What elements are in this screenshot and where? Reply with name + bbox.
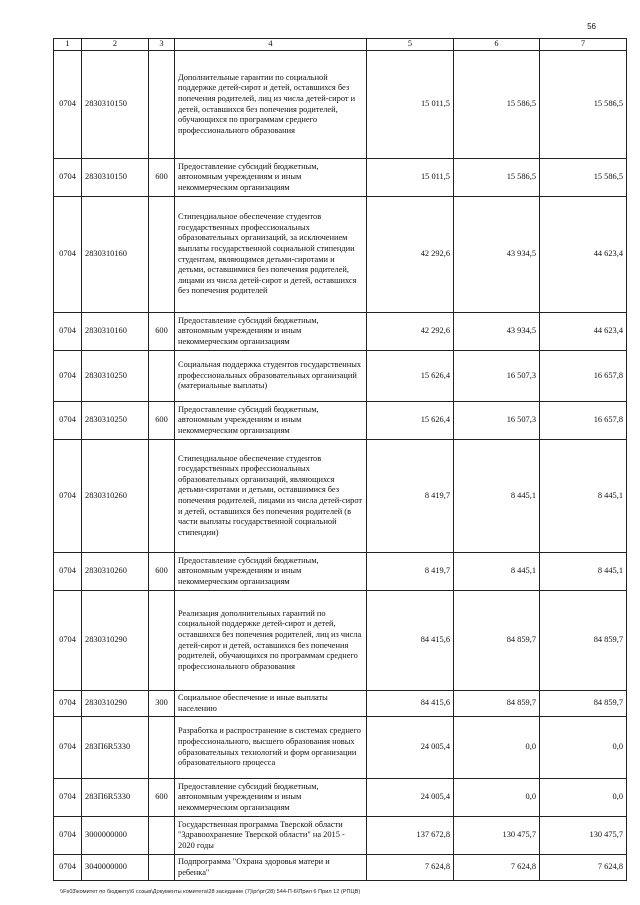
expense-type: 300	[149, 691, 175, 717]
section-code: 0704	[54, 159, 82, 197]
amount-col5: 24 005,4	[367, 717, 454, 779]
amount-col6: 8 445,1	[454, 440, 540, 553]
expense-type	[149, 440, 175, 553]
file-path-footer: \\Fs03\комитет по бюджету\6 созыв\Документы комитета\28 заседание (7)\рг\рг(28) 544-П-6\Прил 6 Прил 12 (РПЦВ)	[60, 889, 361, 895]
item-name: Стипендиальное обеспечение студентов государственных профессиональных образовательных организаций, за исключением выплаты государственной социальной стипендии студентам, являющимся детьми-сиротами и детьми, оставшимися без попечения родителей, лицами из числа детей-сирот и детей, оставшихся без попечения родителей	[175, 197, 367, 313]
page-number: 56	[587, 22, 596, 31]
amount-col7: 130 475,7	[540, 817, 627, 855]
target-code: 2830310290	[82, 691, 149, 717]
section-code: 0704	[54, 691, 82, 717]
section-code: 0704	[54, 591, 82, 691]
amount-col7: 7 624,8	[540, 855, 627, 881]
target-code: 2830310150	[82, 159, 149, 197]
amount-col6: 43 934,5	[454, 197, 540, 313]
expense-type	[149, 197, 175, 313]
item-name: Предоставление субсидий бюджетным, автономным учреждениям и иным некоммерческим организациям	[175, 313, 367, 351]
item-name: Подпрограмма "Охрана здоровья матери и ребенка"	[175, 855, 367, 881]
expense-type	[149, 817, 175, 855]
amount-col7: 0,0	[540, 717, 627, 779]
target-code: 2830310160	[82, 313, 149, 351]
section-code: 0704	[54, 717, 82, 779]
amount-col6: 43 934,5	[454, 313, 540, 351]
amount-col7: 15 586,5	[540, 159, 627, 197]
expense-type: 600	[149, 779, 175, 817]
amount-col7: 44 623,4	[540, 197, 627, 313]
amount-col7: 84 859,7	[540, 591, 627, 691]
item-name: Социальное обеспечение и иные выплаты населению	[175, 691, 367, 717]
target-code: 2830310260	[82, 440, 149, 553]
amount-col7: 8 445,1	[540, 440, 627, 553]
amount-col6: 7 624,8	[454, 855, 540, 881]
expense-type: 600	[149, 313, 175, 351]
amount-col6: 15 586,5	[454, 51, 540, 159]
target-code: 283П6R5330	[82, 779, 149, 817]
amount-col7: 16 657,8	[540, 351, 627, 402]
amount-col6: 130 475,7	[454, 817, 540, 855]
item-name: Социальная поддержка студентов государственных профессиональных образовательных организаций (материальные выплаты)	[175, 351, 367, 402]
expense-type: 600	[149, 402, 175, 440]
col-header: 1	[54, 39, 82, 51]
section-code: 0704	[54, 817, 82, 855]
amount-col7: 0,0	[540, 779, 627, 817]
expense-type	[149, 51, 175, 159]
table-row	[54, 691, 627, 717]
header-row	[54, 39, 627, 51]
table-row	[54, 159, 627, 197]
table-row	[54, 351, 627, 402]
col-header: 2	[82, 39, 149, 51]
item-name: Разработка и распространение в системах среднего профессионального, высшего образования новых образовательных технологий и форм организации образовательного процесса	[175, 717, 367, 779]
amount-col7: 84 859,7	[540, 691, 627, 717]
col-header: 4	[175, 39, 367, 51]
amount-col7: 8 445,1	[540, 553, 627, 591]
table-row	[54, 817, 627, 855]
amount-col5: 15 626,4	[367, 351, 454, 402]
expense-type: 600	[149, 159, 175, 197]
item-name: Дополнительные гарантии по социальной поддержке детей-сирот и детей, оставшихся без попечения родителей, лиц из числа детей-сирот и детей, оставшихся без попечения родителей, обучающихся по программам среднего профессионального образования	[175, 51, 367, 159]
amount-col7: 16 657,8	[540, 402, 627, 440]
table-row	[54, 197, 627, 313]
amount-col7: 15 586,5	[540, 51, 627, 159]
section-code: 0704	[54, 402, 82, 440]
amount-col5: 15 626,4	[367, 402, 454, 440]
col-header: 5	[367, 39, 454, 51]
amount-col6: 84 859,7	[454, 691, 540, 717]
amount-col6: 0,0	[454, 717, 540, 779]
amount-col6: 15 586,5	[454, 159, 540, 197]
section-code: 0704	[54, 51, 82, 159]
amount-col6: 0,0	[454, 779, 540, 817]
item-name: Реализация дополнительных гарантий по социальной поддержке детей-сирот и детей, оставшихся без попечения родителей, лиц из числа детей-сирот и детей, оставшихся без попечения родителей, обучающихся по программам среднего профессионального образования	[175, 591, 367, 691]
section-code: 0704	[54, 779, 82, 817]
amount-col5: 8 419,7	[367, 440, 454, 553]
expense-type	[149, 717, 175, 779]
amount-col5: 7 624,8	[367, 855, 454, 881]
amount-col5: 84 415,6	[367, 591, 454, 691]
amount-col5: 8 419,7	[367, 553, 454, 591]
table-row	[54, 553, 627, 591]
expense-type: 600	[149, 553, 175, 591]
item-name: Предоставление субсидий бюджетным, автономным учреждениям и иным некоммерческим организациям	[175, 159, 367, 197]
col-header: 3	[149, 39, 175, 51]
amount-col5: 15 011,5	[367, 51, 454, 159]
amount-col6: 8 445,1	[454, 553, 540, 591]
section-code: 0704	[54, 197, 82, 313]
amount-col6: 16 507,3	[454, 402, 540, 440]
section-code: 0704	[54, 855, 82, 881]
expense-type	[149, 855, 175, 881]
col-header: 6	[454, 39, 540, 51]
amount-col6: 84 859,7	[454, 591, 540, 691]
target-code: 3040000000	[82, 855, 149, 881]
amount-col6: 16 507,3	[454, 351, 540, 402]
section-code: 0704	[54, 553, 82, 591]
section-code: 0704	[54, 351, 82, 402]
table-row	[54, 779, 627, 817]
section-code: 0704	[54, 440, 82, 553]
table-row	[54, 591, 627, 691]
item-name: Государственная программа Тверской области "Здравоохранение Тверской области" на 2015 - 2020 годы	[175, 817, 367, 855]
item-name: Предоставление субсидий бюджетным, автономным учреждениям и иным некоммерческим организациям	[175, 553, 367, 591]
section-code: 0704	[54, 313, 82, 351]
table-row	[54, 855, 627, 881]
target-code: 2830310250	[82, 351, 149, 402]
item-name: Предоставление субсидий бюджетным, автономным учреждениям и иным некоммерческим организациям	[175, 402, 367, 440]
table-row	[54, 717, 627, 779]
amount-col5: 84 415,6	[367, 691, 454, 717]
target-code: 283П6R5330	[82, 717, 149, 779]
table-row	[54, 51, 627, 159]
target-code: 2830310250	[82, 402, 149, 440]
target-code: 2830310150	[82, 51, 149, 159]
amount-col5: 42 292,6	[367, 197, 454, 313]
amount-col7: 44 623,4	[540, 313, 627, 351]
table-row	[54, 313, 627, 351]
target-code: 2830310260	[82, 553, 149, 591]
target-code: 3000000000	[82, 817, 149, 855]
table-row	[54, 402, 627, 440]
amount-col5: 42 292,6	[367, 313, 454, 351]
table-row	[54, 440, 627, 553]
item-name: Стипендиальное обеспечение студентов государственных профессиональных образовательных организаций, являющихся детьми-сиротами и детьми, оставшимися без попечения родителей, лицами из числа детей-сирот и детей, оставшихся без попечения родителей (в части выплаты государственной социальной стипендии)	[175, 440, 367, 553]
item-name: Предоставление субсидий бюджетным, автономным учреждениям и иным некоммерческим организациям	[175, 779, 367, 817]
target-code: 2830310160	[82, 197, 149, 313]
amount-col5: 137 672,8	[367, 817, 454, 855]
target-code: 2830310290	[82, 591, 149, 691]
col-header: 7	[540, 39, 627, 51]
expense-type	[149, 351, 175, 402]
amount-col5: 24 005,4	[367, 779, 454, 817]
expense-type	[149, 591, 175, 691]
budget-table	[53, 38, 627, 881]
amount-col5: 15 011,5	[367, 159, 454, 197]
